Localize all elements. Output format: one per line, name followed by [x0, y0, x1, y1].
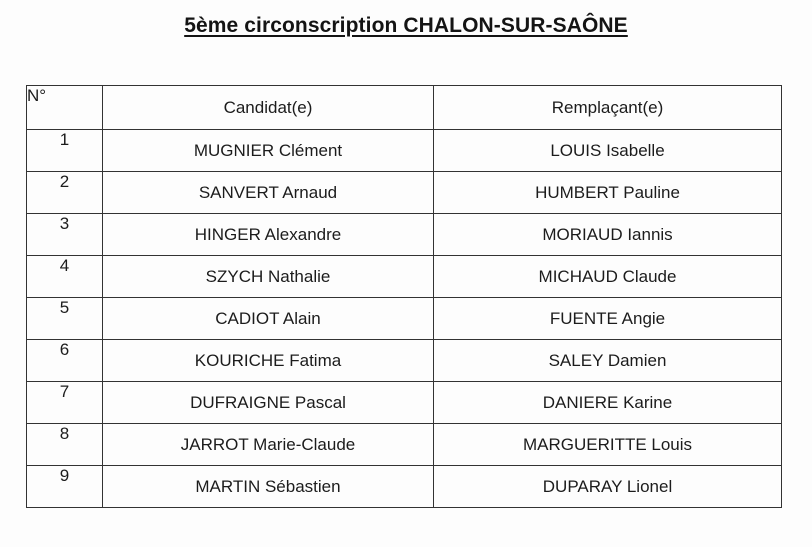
row-candidate: SANVERT Arnaud [103, 172, 434, 214]
row-number: 5 [27, 298, 103, 340]
row-candidate: DUFRAIGNE Pascal [103, 382, 434, 424]
row-candidate: KOURICHE Fatima [103, 340, 434, 382]
row-candidate: JARROT Marie-Claude [103, 424, 434, 466]
row-substitute: MORIAUD Iannis [434, 214, 782, 256]
table-row [27, 214, 782, 256]
table-row [27, 424, 782, 466]
header-substitute: Remplaçant(e) [434, 86, 782, 130]
row-substitute: MICHAUD Claude [434, 256, 782, 298]
table-row [27, 256, 782, 298]
row-substitute: DANIERE Karine [434, 382, 782, 424]
table-row [27, 298, 782, 340]
row-substitute: MARGUERITTE Louis [434, 424, 782, 466]
table-row [27, 466, 782, 508]
table-row [27, 130, 782, 172]
table-row [27, 172, 782, 214]
row-number: 7 [27, 382, 103, 424]
table-row [27, 382, 782, 424]
row-substitute: DUPARAY Lionel [434, 466, 782, 508]
header-number: N° [27, 86, 103, 130]
row-candidate: HINGER Alexandre [103, 214, 434, 256]
row-number: 9 [27, 466, 103, 508]
table-row [27, 340, 782, 382]
row-number: 1 [27, 130, 103, 172]
row-number: 6 [27, 340, 103, 382]
header-candidate: Candidat(e) [103, 86, 434, 130]
row-number: 4 [27, 256, 103, 298]
table-header-row [27, 86, 782, 130]
row-number: 2 [27, 172, 103, 214]
row-number: 3 [27, 214, 103, 256]
candidates-table [26, 85, 782, 508]
row-substitute: LOUIS Isabelle [434, 130, 782, 172]
row-number: 8 [27, 424, 103, 466]
page-title: 5ème circonscription CHALON-SUR-SAÔNE [184, 14, 628, 37]
row-substitute: HUMBERT Pauline [434, 172, 782, 214]
row-substitute: SALEY Damien [434, 340, 782, 382]
row-substitute: FUENTE Angie [434, 298, 782, 340]
row-candidate: CADIOT Alain [103, 298, 434, 340]
row-candidate: MARTIN Sébastien [103, 466, 434, 508]
row-candidate: SZYCH Nathalie [103, 256, 434, 298]
row-candidate: MUGNIER Clément [103, 130, 434, 172]
